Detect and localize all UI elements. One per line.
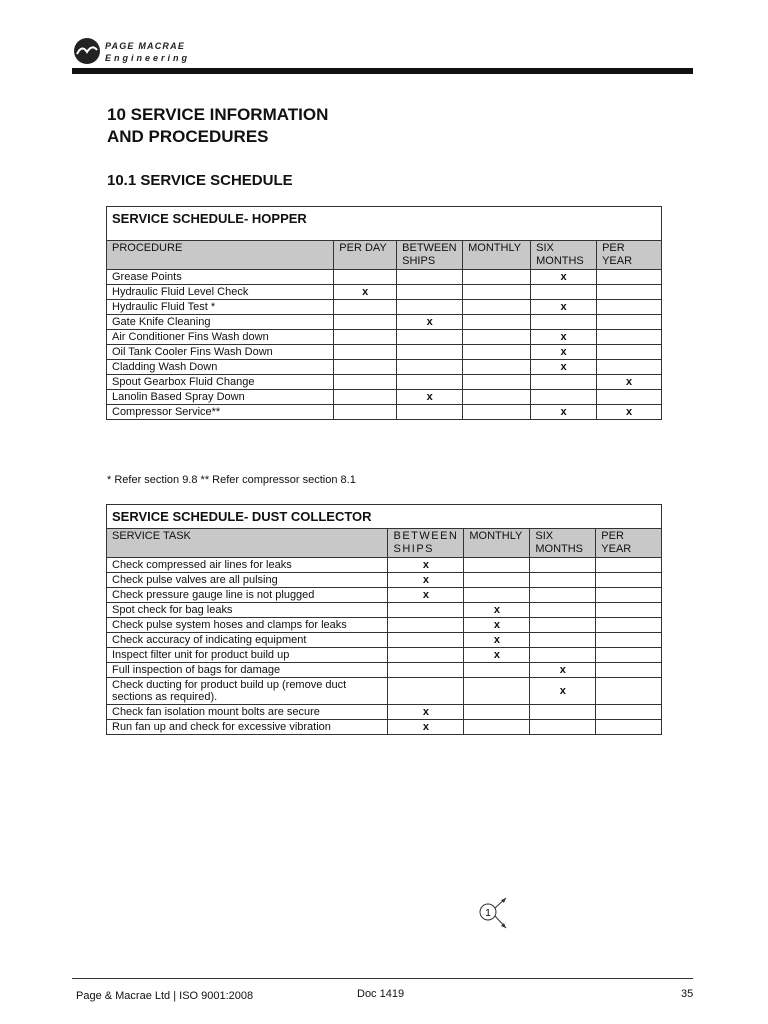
schedule-mark-cell: x [531, 330, 597, 345]
table-row [107, 648, 662, 663]
schedule-mark-cell [463, 375, 531, 390]
table-row [107, 603, 662, 618]
schedule-mark-cell [388, 633, 464, 648]
schedule-mark-cell [334, 405, 397, 420]
schedule-mark-cell [397, 345, 463, 360]
table-row [107, 618, 662, 633]
schedule-mark-cell [388, 678, 464, 705]
task-cell: Compressor Service** [107, 405, 334, 420]
callout-number: 1 [485, 908, 491, 919]
table-row [107, 405, 662, 420]
callout-marker-icon [476, 894, 516, 934]
column-header: PROCEDURE [107, 241, 334, 270]
table-row [107, 375, 662, 390]
task-cell: Check pulse system hoses and clamps for leaks [107, 618, 388, 633]
dust-header-row [107, 529, 662, 558]
schedule-mark-cell: x [388, 573, 464, 588]
schedule-mark-cell [596, 573, 662, 588]
task-cell: Hydraulic Fluid Test * [107, 300, 334, 315]
table-row [107, 330, 662, 345]
schedule-mark-cell [334, 345, 397, 360]
schedule-mark-cell [463, 330, 531, 345]
schedule-mark-cell: x [531, 300, 597, 315]
schedule-mark-cell [531, 285, 597, 300]
table-row [107, 588, 662, 603]
schedule-mark-cell [530, 558, 596, 573]
schedule-mark-cell [397, 285, 463, 300]
task-cell: Spout Gearbox Fluid Change [107, 375, 334, 390]
table-row [107, 300, 662, 315]
schedule-mark-cell: x [531, 270, 597, 285]
schedule-mark-cell [596, 588, 662, 603]
table-row [107, 633, 662, 648]
schedule-mark-cell: x [597, 375, 662, 390]
schedule-mark-cell [597, 330, 662, 345]
task-cell: Cladding Wash Down [107, 360, 334, 375]
column-header: PER YEAR [596, 529, 662, 558]
task-cell: Lanolin Based Spray Down [107, 390, 334, 405]
schedule-mark-cell: x [531, 360, 597, 375]
schedule-mark-cell [388, 663, 464, 678]
schedule-mark-cell [596, 663, 662, 678]
schedule-mark-cell [531, 375, 597, 390]
column-header: PER DAY [334, 241, 397, 270]
schedule-mark-cell [596, 603, 662, 618]
schedule-mark-cell [530, 720, 596, 735]
schedule-mark-cell [397, 405, 463, 420]
schedule-mark-cell [334, 390, 397, 405]
schedule-mark-cell [463, 360, 531, 375]
column-header: MONTHLY [463, 241, 531, 270]
dust-collector-schedule-table [106, 504, 662, 735]
schedule-mark-cell [596, 705, 662, 720]
table-row [107, 390, 662, 405]
hopper-footnote: * Refer section 9.8 ** Refer compressor section 8.1 [107, 474, 356, 486]
schedule-mark-cell [530, 603, 596, 618]
task-cell: Hydraulic Fluid Level Check [107, 285, 334, 300]
schedule-mark-cell [464, 663, 530, 678]
task-cell: Check ducting for product build up (remove duct sections as required). [107, 678, 388, 705]
schedule-mark-cell [530, 588, 596, 603]
schedule-mark-cell [334, 300, 397, 315]
brand-subtitle: Engineering [105, 53, 191, 63]
schedule-mark-cell [397, 330, 463, 345]
schedule-mark-cell [596, 678, 662, 705]
brand-name: PAGE MACRAE [105, 41, 186, 51]
page-macrae-logo-icon [72, 36, 102, 66]
schedule-mark-cell [334, 330, 397, 345]
schedule-mark-cell: x [530, 663, 596, 678]
task-cell: Run fan up and check for excessive vibration [107, 720, 388, 735]
schedule-mark-cell [596, 618, 662, 633]
table-row [107, 705, 662, 720]
table-row [107, 663, 662, 678]
column-header: BETWEEN SHIPS [397, 241, 463, 270]
schedule-mark-cell: x [334, 285, 397, 300]
schedule-mark-cell [334, 375, 397, 390]
footer-page-number: 35 [681, 988, 694, 1000]
table-row [107, 573, 662, 588]
task-cell: Check accuracy of indicating equipment [107, 633, 388, 648]
column-header: BETWEEN SHIPS [388, 529, 464, 558]
hopper-schedule-table [106, 206, 662, 420]
dust-table-title: SERVICE SCHEDULE- DUST COLLECTOR [107, 505, 662, 529]
schedule-mark-cell [597, 390, 662, 405]
schedule-mark-cell: x [388, 588, 464, 603]
footer-company: Page & Macrae Ltd | ISO 9001:2008 [76, 990, 254, 1002]
schedule-mark-cell [530, 618, 596, 633]
schedule-mark-cell [463, 285, 531, 300]
task-cell: Check compressed air lines for leaks [107, 558, 388, 573]
schedule-mark-cell [463, 405, 531, 420]
schedule-mark-cell [388, 603, 464, 618]
schedule-mark-cell [530, 633, 596, 648]
task-cell: Spot check for bag leaks [107, 603, 388, 618]
table-row [107, 270, 662, 285]
table-row [107, 558, 662, 573]
schedule-mark-cell [334, 315, 397, 330]
schedule-mark-cell [530, 648, 596, 663]
schedule-mark-cell [531, 315, 597, 330]
task-cell: Gate Knife Cleaning [107, 315, 334, 330]
footer-rule [72, 978, 693, 979]
schedule-mark-cell: x [464, 618, 530, 633]
task-cell: Check pulse valves are all pulsing [107, 573, 388, 588]
schedule-mark-cell [463, 315, 531, 330]
schedule-mark-cell [530, 573, 596, 588]
page-title-line2: AND PROCEDURES [107, 127, 269, 146]
schedule-mark-cell: x [464, 603, 530, 618]
schedule-mark-cell [464, 705, 530, 720]
schedule-mark-cell [463, 390, 531, 405]
schedule-mark-cell: x [531, 405, 597, 420]
schedule-mark-cell: x [397, 390, 463, 405]
task-cell: Check fan isolation mount bolts are secure [107, 705, 388, 720]
schedule-mark-cell [464, 678, 530, 705]
schedule-mark-cell [463, 345, 531, 360]
schedule-mark-cell: x [531, 345, 597, 360]
hopper-header-row [107, 241, 662, 270]
table-row [107, 720, 662, 735]
table-row [107, 285, 662, 300]
task-cell: Full inspection of bags for damage [107, 663, 388, 678]
schedule-mark-cell: x [388, 705, 464, 720]
schedule-mark-cell [597, 315, 662, 330]
column-header: MONTHLY [464, 529, 530, 558]
schedule-mark-cell [388, 648, 464, 663]
schedule-mark-cell [464, 720, 530, 735]
schedule-mark-cell [597, 270, 662, 285]
schedule-mark-cell: x [397, 315, 463, 330]
schedule-mark-cell [597, 345, 662, 360]
schedule-mark-cell: x [530, 678, 596, 705]
task-cell: Inspect filter unit for product build up [107, 648, 388, 663]
footer-doc-number: Doc 1419 [357, 988, 405, 1000]
schedule-mark-cell [397, 375, 463, 390]
schedule-mark-cell [463, 270, 531, 285]
schedule-mark-cell [596, 648, 662, 663]
schedule-mark-cell: x [464, 633, 530, 648]
table-row [107, 678, 662, 705]
task-cell: Grease Points [107, 270, 334, 285]
schedule-mark-cell: x [388, 720, 464, 735]
schedule-mark-cell [531, 390, 597, 405]
header-rule [72, 68, 693, 74]
task-cell: Oil Tank Cooler Fins Wash Down [107, 345, 334, 360]
hopper-table-title: SERVICE SCHEDULE- HOPPER [107, 207, 662, 241]
schedule-mark-cell [397, 300, 463, 315]
schedule-mark-cell [397, 360, 463, 375]
schedule-mark-cell [334, 270, 397, 285]
table-row [107, 345, 662, 360]
page-title-line1: 10 SERVICE INFORMATION [107, 105, 329, 124]
schedule-mark-cell [596, 720, 662, 735]
schedule-mark-cell: x [388, 558, 464, 573]
task-cell: Air Conditioner Fins Wash down [107, 330, 334, 345]
section-title: 10.1 SERVICE SCHEDULE [107, 172, 293, 189]
table-row [107, 360, 662, 375]
schedule-mark-cell [388, 618, 464, 633]
column-header: SIX MONTHS [530, 529, 596, 558]
column-header: SERVICE TASK [107, 529, 388, 558]
schedule-mark-cell [464, 558, 530, 573]
schedule-mark-cell [334, 360, 397, 375]
column-header: SIX MONTHS [531, 241, 597, 270]
schedule-mark-cell [597, 285, 662, 300]
schedule-mark-cell [464, 573, 530, 588]
schedule-mark-cell [463, 300, 531, 315]
column-header: PER YEAR [597, 241, 662, 270]
schedule-mark-cell [464, 588, 530, 603]
table-row [107, 315, 662, 330]
task-cell: Check pressure gauge line is not plugged [107, 588, 388, 603]
schedule-mark-cell: x [464, 648, 530, 663]
schedule-mark-cell [397, 270, 463, 285]
schedule-mark-cell [597, 300, 662, 315]
schedule-mark-cell [596, 633, 662, 648]
schedule-mark-cell [597, 360, 662, 375]
schedule-mark-cell [596, 558, 662, 573]
schedule-mark-cell [530, 705, 596, 720]
schedule-mark-cell: x [597, 405, 662, 420]
page-title [107, 104, 328, 148]
